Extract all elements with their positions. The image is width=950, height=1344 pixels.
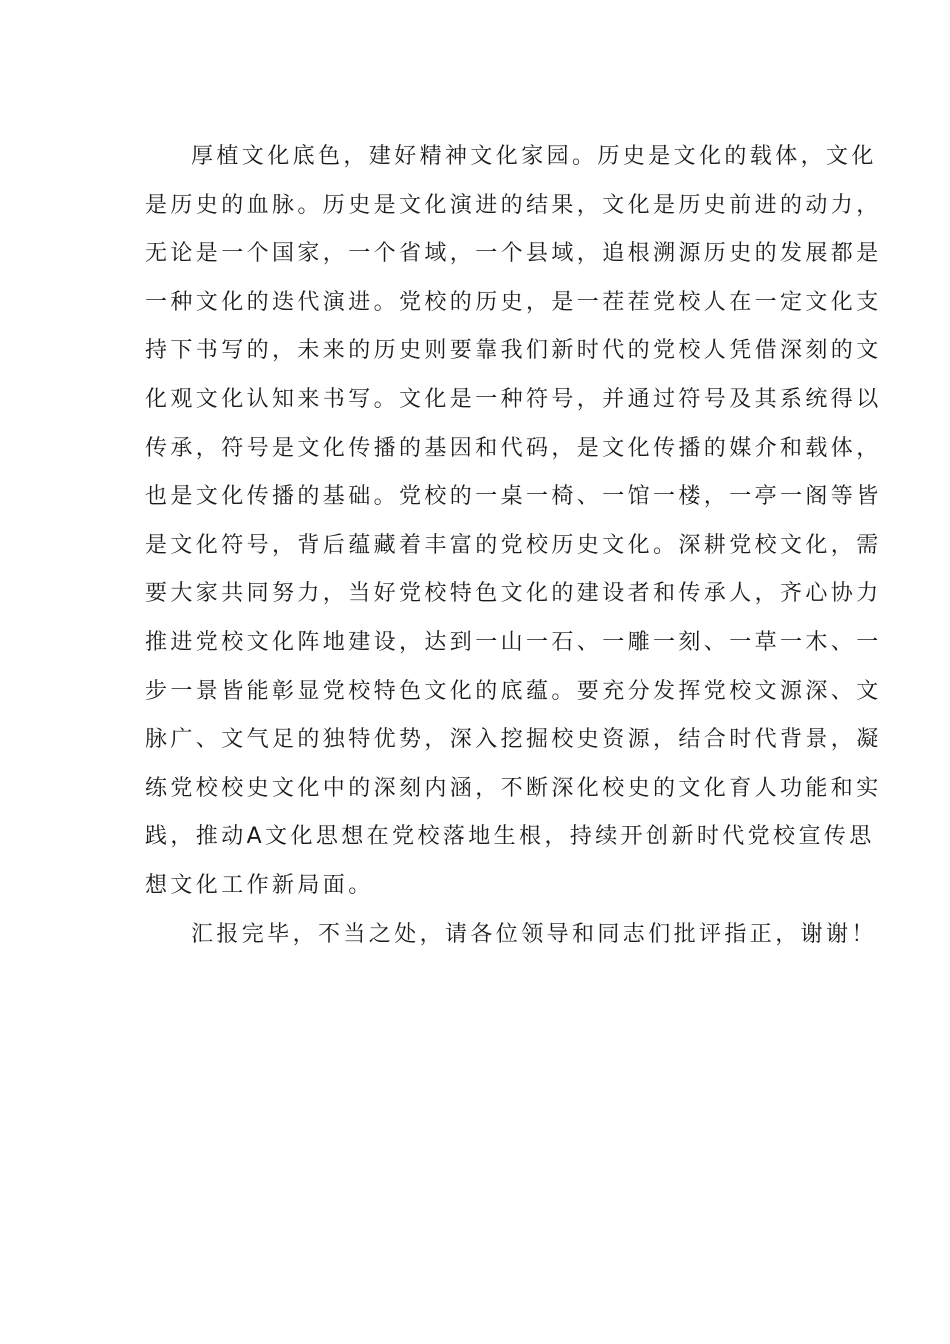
paragraph-1-line: 也是文化传播的基础。党校的一桌一椅、一馆一楼，一亭一阁等皆 (145, 484, 882, 510)
paragraph-1-line: 想文化工作新局面。 (145, 872, 374, 898)
paragraph-1-line: 是历史的血脉。历史是文化演进的结果，文化是历史前进的动力， (145, 192, 882, 218)
paragraph-1-line: 践，推动A文化思想在党校落地生根，持续开创新时代党校宣传思 (145, 824, 875, 850)
paragraph-1-line: 无论是一个国家，一个省域，一个县域，追根溯源历史的发展都是 (145, 241, 882, 267)
paragraph-2: 汇报完毕，不当之处，请各位领导和同志们批评指正，谢谢！ (191, 921, 877, 947)
document-body (145, 133, 882, 959)
paragraph-1-line: 是文化符号，背后蕴藏着丰富的党校历史文化。深耕党校文化，需 (145, 532, 882, 558)
paragraph-1-line: 厚植文化底色，建好精神文化家园。历史是文化的载体，文化 (191, 144, 877, 169)
paragraph-1-line: 要大家共同努力，当好党校特色文化的建设者和传承人，齐心协力 (145, 581, 882, 607)
paragraph-1-line: 推进党校文化阵地建设，达到一山一石、一雕一刻、一草一木、一 (145, 629, 882, 655)
paragraph-1-line: 持下书写的，未来的历史则要靠我们新时代的党校人凭借深刻的文 (145, 338, 882, 364)
paragraph-1-line: 化观文化认知来书写。文化是一种符号，并通过符号及其系统得以 (145, 386, 882, 412)
paragraph-1-line: 脉广、文气足的独特优势，深入挖掘校史资源，结合时代背景，凝 (145, 727, 882, 753)
paragraph-1-line: 传承，符号是文化传播的基因和代码，是文化传播的媒介和载体， (145, 435, 882, 461)
paragraph-1-line: 一种文化的迭代演进。党校的历史，是一茬茬党校人在一定文化支 (145, 289, 882, 315)
paragraph-1-line: 练党校校史文化中的深刻内涵，不断深化校史的文化育人功能和实 (145, 775, 882, 801)
paragraph-1-line: 步一景皆能彰显党校特色文化的底蕴。要充分发挥党校文源深、文 (145, 678, 882, 704)
